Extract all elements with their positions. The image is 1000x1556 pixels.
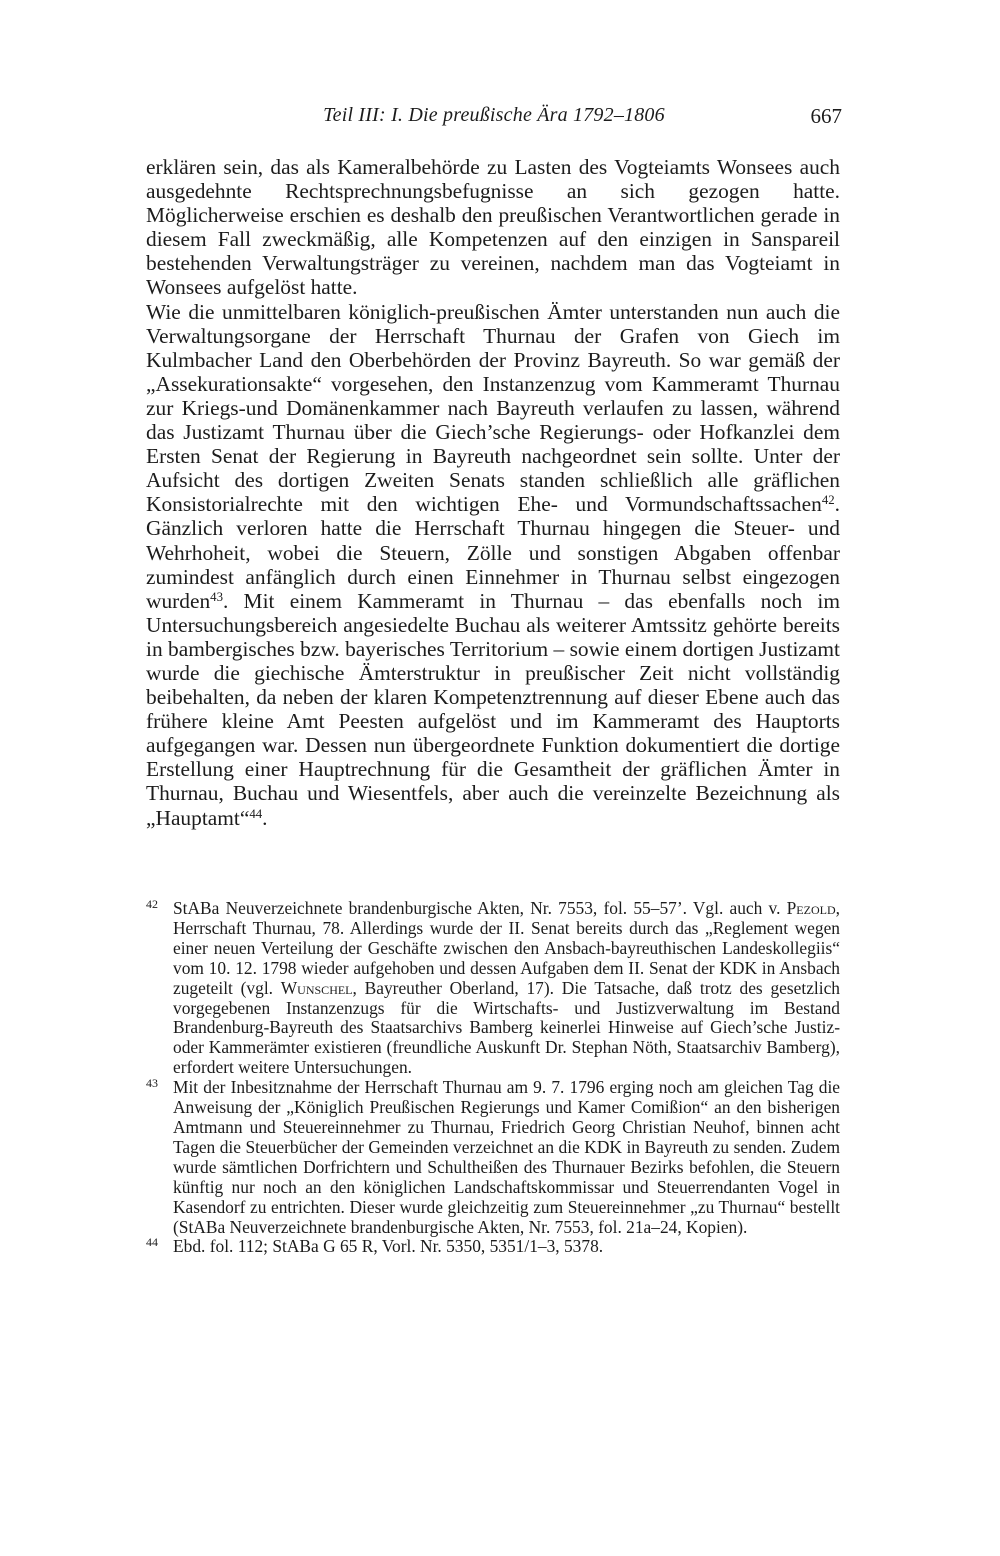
footnote-reference[interactable]: 44 <box>249 806 263 821</box>
footnote-text: Ebd. fol. 112; StABa G 65 R, Vorl. Nr. 5350, 5351/1–3, 5378. <box>173 1236 604 1257</box>
page-header <box>146 104 842 134</box>
footnote-text: , Bayreuther Oberland, 17). Die Tatsache, daß trotz des gesetzlich vorgegebenen Instanzenzugs für die Wirtschafts- und Justizverwaltung im Bestand Brandenburg-Bayreuth des Staatsarchivs Bamberg keinerlei Hinweise auf Giech’sche Justiz- oder Kammerämter existieren (freundliche Auskunft Dr. Stephan Nöth, Staatsarchiv Bamberg), erfordert weitere Untersuchungen. <box>173 977 840 1078</box>
footnote-reference[interactable]: 43 <box>210 589 223 604</box>
author-name: Pezold <box>786 898 836 918</box>
main-text <box>146 155 840 830</box>
footnote-text: StABa Neuverzeichnete brandenburgische Akten, Nr. 7553, fol. 55–57’. Vgl. auch v. <box>173 898 787 918</box>
footnote-number: 42 <box>146 897 158 911</box>
footnote-43 <box>146 1078 840 1237</box>
footnote-44 <box>146 1237 840 1257</box>
footnote-number: 44 <box>146 1235 158 1250</box>
page-number: 667 <box>810 104 842 128</box>
footnote-42 <box>146 899 840 1078</box>
footnote-text: Mit der Inbesitznahme der Herrschaft Thurnau am 9. 7. 1796 erging noch am gleichen Tag die Anweisung der „Königlich Preußischen Regierungs und Kamer Comißion“ an den bisherigen Amtmann und Steuereinnehmer zu Thurnau, Friedrich Georg Christian Neuhof, binnen acht Tagen die Steuerbücher der Gemeinden verzeichnet an die KDK in Bayreuth zu senden. Zudem wurde sämtlichen Dorfrichtern und Schultheißen des Thurnauer Bezirks befohlen, die Steuern künftig nur noch an den königlichen Landschaftskommissar und Steuerrendanten Vogel in Kasendorf zu entrichten. Dieser wurde gleichzeitig zum Steuereinnehmer „zu Thurnau“ bestellt (StABa Neuverzeichnete brandenburgische Akten, Nr. 7553, fol. 21a–24, Kopien). <box>173 1077 840 1237</box>
paragraph <box>146 155 840 300</box>
paragraph-text: . <box>262 805 268 830</box>
footnote-reference[interactable]: 42 <box>821 493 835 508</box>
author-name: Wunschel <box>280 977 353 998</box>
paragraph-text: erklären sein, das als Kameralbehörde zu Lasten des Vogteiamts Wonsees auch ausgedehnte Rechtsprechnungsbefugnisse an sich gezogen hatte. Möglicherweise erschien es deshalb den preußischen Verantwortlichen gerade in diesem Fall zweckmäßig, alle Kompetenzen auf den einzigen in Sanspareil bestehenden Verwaltungsträger zu vereinen, nachdem man das Vogteiamt in Wonsees aufgelöst hatte. <box>146 155 840 300</box>
running-title: Teil III: I. Die preußische Ära 1792–1806 <box>323 104 665 126</box>
footnotes <box>146 899 840 1257</box>
paragraph-text: . Gänzlich verloren hatte die Herrschaft Thurnau hingegen die Steuer- und Wehrhoheit, wobei die Steuern, Zölle und sonstigen Abgaben offenbar zumindest anfänglich durch einen Einnehmer in Thurnau selbst eingezogen wurden <box>146 492 840 613</box>
paragraph-text: Wie die unmittelbaren königlich-preußischen Ämter unterstanden nun auch die Verwaltungsorgane der Herrschaft Thurnau der Grafen von Giech im Kulmbacher Land den Oberbehörden der Provinz Bayreuth. So war gemäß der „Assekurationsakte“ vorgesehen, den Instanzenzug vom Kammeramt Thurnau zur Kriegs-und Domänenkammer nach Bayreuth verlaufen zu lassen, während das Justizamt Thurnau über die Giech’sche Regierungs- oder Hofkanzlei dem Ersten Senat der Regierung in Bayreuth nachgeordnet sein sollte. Unter der Aufsicht des dortigen Zweiten Senats standen schließlich alle gräflichen Konsistorialrechte mit den wichtigen Ehe- und Vormundschaftssachen <box>146 299 840 517</box>
paragraph-text: . Mit einem Kammeramt in Thurnau – das ebenfalls noch im Untersuchungsbereich angesiedelte Buchau als weiterer Amtssitz gehörte bereits in bambergisches bzw. bayerisches Territorium – sowie einem dortigen Justizamt wurde die giechische Ämterstruktur in preußischer Zeit nicht vollständig beibehalten, da neben der klaren Kompetenztrennung auf dieser Ebene auch das frühere kleine Amt Peesten aufgelöst und im Kammeramt des Hauptorts aufgegangen war. Dessen nun übergeordnete Funktion dokumentiert die dortige Erstellung einer Hauptrechnung für die Gesamtheit der gräflichen Ämter in Thurnau, Buchau und Wiesentfels, aber auch die vereinzelte Bezeichnung als „Hauptamt“ <box>146 588 840 830</box>
paragraph <box>146 300 840 830</box>
footnote-text: , Herrschaft Thurnau, 78. Allerdings wurde der II. Senat bereits durch das „Reglement wegen einer neuen Verteilung der Geschäfte zwischen den Ansbach-bayreuthischen Landeskollegiis“ vom 10. 12. 1798 wieder aufgehoben und dessen Aufgaben dem II. Senat der KDK in Ansbach zugeteilt (vgl. <box>173 898 840 998</box>
footnote-number: 43 <box>146 1076 158 1091</box>
